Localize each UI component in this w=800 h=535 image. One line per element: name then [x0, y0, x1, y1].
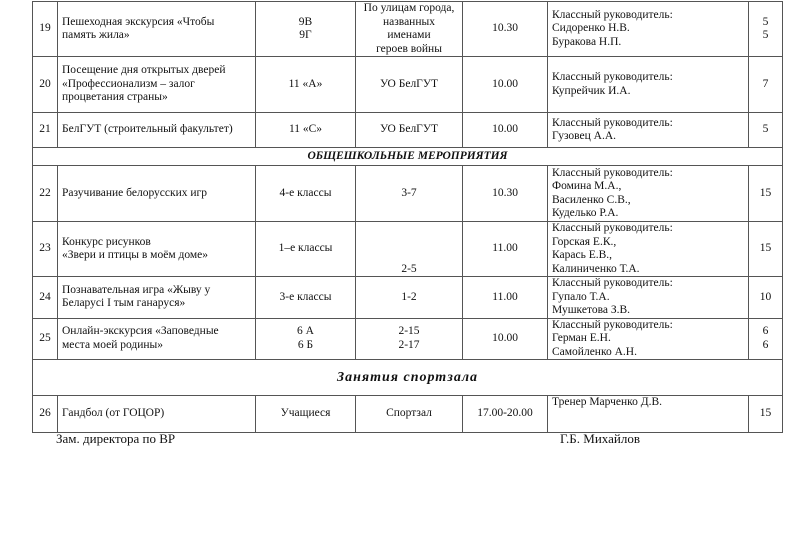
time-cell: 10.00 [463, 318, 548, 360]
count-cell: 15 [749, 396, 783, 433]
place-cell: 3-7 [356, 166, 463, 222]
responsible-cell: Классный руководитель: Сидоренко Н.В. Буракова Н.П. [548, 2, 749, 57]
responsible-cell: Классный руководитель: Герман Е.Н. Самойленко А.Н. [548, 318, 749, 360]
table-row [33, 113, 783, 148]
row-number-cell: 24 [33, 277, 58, 319]
schedule-table [32, 1, 783, 433]
participants-cell: 6 А 6 Б [256, 318, 356, 360]
table-row [33, 318, 783, 360]
place-cell: 2-5 [356, 222, 463, 277]
row-number-cell: 20 [33, 57, 58, 113]
row-number-cell: 22 [33, 166, 58, 222]
participants-cell: 9В 9Г [256, 2, 356, 57]
table-row [33, 396, 783, 433]
count-cell: 10 [749, 277, 783, 319]
table-row [33, 57, 783, 113]
row-number-cell: 23 [33, 222, 58, 277]
row-number-cell: 19 [33, 2, 58, 57]
time-cell: 17.00-20.00 [463, 396, 548, 433]
participants-cell: 11 «С» [256, 113, 356, 148]
responsible-cell: Классный руководитель: Гузовец А.А. [548, 113, 749, 148]
count-cell: 5 5 [749, 2, 783, 57]
place-cell: УО БелГУТ [356, 57, 463, 113]
time-cell: 10.00 [463, 57, 548, 113]
time-cell: 11.00 [463, 222, 548, 277]
event-name-cell: Конкурс рисунков «Звери и птицы в моём доме» [58, 222, 256, 277]
event-name-cell: Онлайн-экскурсия «Заповедные места моей родины» [58, 318, 256, 360]
section-header: Занятия спортзала [33, 360, 783, 396]
event-name-cell: Гандбол (от ГОЦОР) [58, 396, 256, 433]
event-name-cell: Познавательная игра «Жыву у Беларусі І тым ганаруся» [58, 277, 256, 319]
participants-cell: Учащиеся [256, 396, 356, 433]
time-cell: 10.30 [463, 166, 548, 222]
participants-cell: 4-е классы [256, 166, 356, 222]
responsible-cell: Классный руководитель: Фомина М.А., Василенко С.В., Куделько Р.А. [548, 166, 749, 222]
event-name-cell: БелГУТ (строительный факультет) [58, 113, 256, 148]
table-row [33, 2, 783, 57]
place-cell: УО БелГУТ [356, 113, 463, 148]
event-name-cell: Разучивание белорусских игр [58, 166, 256, 222]
event-name-cell: Пешеходная экскурсия «Чтобы память жила» [58, 2, 256, 57]
row-number-cell: 21 [33, 113, 58, 148]
time-cell: 11.00 [463, 277, 548, 319]
responsible-cell: Тренер Марченко Д.В. [548, 396, 749, 433]
footer-position: Зам. директора по ВР [56, 431, 176, 446]
time-cell: 10.30 [463, 2, 548, 57]
table-row [33, 222, 783, 277]
place-cell: 1-2 [356, 277, 463, 319]
count-cell: 15 [749, 166, 783, 222]
time-cell: 10.00 [463, 113, 548, 148]
count-cell: 5 [749, 113, 783, 148]
section-header: ОБЩЕШКОЛЬНЫЕ МЕРОПРИЯТИЯ [33, 148, 783, 166]
participants-cell: 3-е классы [256, 277, 356, 319]
row-number-cell: 25 [33, 318, 58, 360]
count-cell: 15 [749, 222, 783, 277]
responsible-cell: Классный руководитель: Купрейчик И.А. [548, 57, 749, 113]
row-number-cell: 26 [33, 396, 58, 433]
count-cell: 7 [749, 57, 783, 113]
count-cell: 6 6 [749, 318, 783, 360]
footer-signature-name: Г.Б. Михайлов [560, 431, 640, 446]
table-row [33, 277, 783, 319]
participants-cell: 11 «А» [256, 57, 356, 113]
place-cell: 2-15 2-17 [356, 318, 463, 360]
event-name-cell: Посещение дня открытых дверей «Профессионализм – залог процветания страны» [58, 57, 256, 113]
participants-cell: 1–е классы [256, 222, 356, 277]
responsible-cell: Классный руководитель: Гупало Т.А. Мушкетова З.В. [548, 277, 749, 319]
responsible-cell: Классный руководитель: Горская Е.К., Карась Е.В., Калиниченко Т.А. [548, 222, 749, 277]
place-cell: Спортзал [356, 396, 463, 433]
table-row [33, 166, 783, 222]
place-cell: По улицам города, названных именами героев войны [356, 2, 463, 57]
